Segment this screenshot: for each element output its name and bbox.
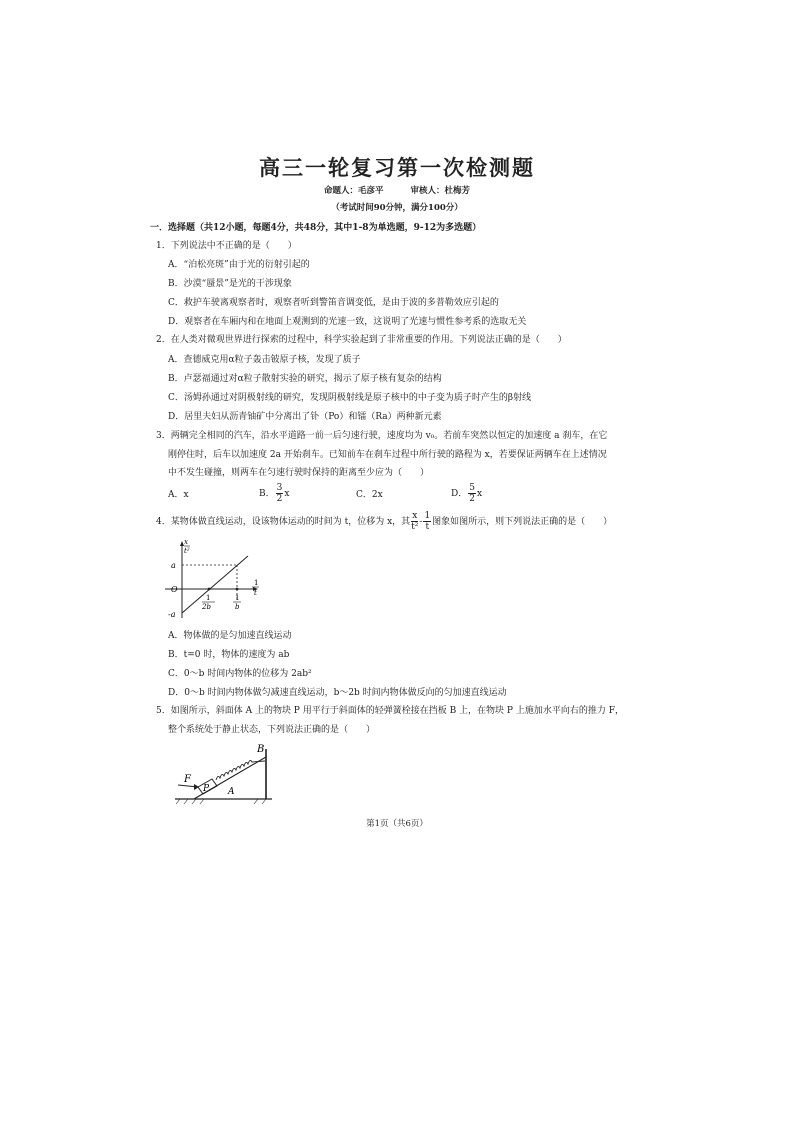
ground-hatch — [176, 799, 266, 804]
y-axis-num: x — [184, 538, 188, 546]
q2-stem: 2．在人类对微观世界进行探索的过程中，科学实验起到了非常重要的作用。下列说法正确的是（ ） — [156, 335, 567, 345]
q4-option-b: B．t=0 时，物体的速度为 ab — [168, 650, 290, 660]
q4-option-a: A．物体做的是匀加速直线运动 — [168, 631, 292, 641]
author-line — [0, 184, 794, 196]
spring — [216, 760, 265, 780]
setter: 命题人：毛彦平 — [324, 186, 384, 196]
fraction-x-over-t2: $\frac{x}{\text{t²}}$ — [411, 511, 419, 532]
tick2-den: b — [235, 603, 240, 611]
label-P: P — [203, 784, 210, 794]
q5-line-2: 整个系统处于静止状态，下列说法正确的是（ ） — [168, 725, 376, 735]
q1-option-c: C．救护车驶离观察者时，观察者听到警笛音调变低，是由于波的多普勒效应引起的 — [168, 298, 499, 308]
page-footer: 第1页（共6页） — [366, 819, 428, 829]
label-F: F — [184, 774, 191, 785]
q2-option-b: B．卢瑟福通过对α粒子散射实验的研究，揭示了原子核有复杂的结构 — [168, 374, 442, 384]
x-axis-den: t — [254, 589, 257, 597]
q4-graph — [160, 538, 270, 620]
fraction-1-over-t: $\frac{1}{t}$ — [424, 511, 431, 532]
q3-option-b: B． $\frac{3}{2}$ x — [259, 483, 290, 504]
q2-option-c: C．汤姆孙通过对阴极射线的研究，发现阴极射线是原子核中的中子变为质子时产生的β射线 — [168, 393, 532, 403]
x-axis-num: 1 — [254, 579, 259, 587]
q3-line-2: 刚停住时，后车以加速度 2a 开始刹车。已知前车在刹车过程中所行驶的路程为 x，若要保证两辆车在上述情况 — [168, 450, 607, 460]
q4-option-c: C．0～b 时间内物体的位移为 2ab² — [168, 669, 312, 679]
q1-option-a: A．“泊松亮斑”由于光的衍射引起的 — [168, 260, 310, 270]
q4-stem: 4．某物体做直线运动，设该物体运动的时间为 t，位移为 x，其 $\frac{x}{\text{t²}}$ - $\frac{1}{t}$ 图象如图所示，则下列说法正确的是（ ） — [156, 511, 613, 532]
x-intercept-point — [208, 588, 211, 591]
y-axis-den: t² — [184, 547, 190, 555]
tick1-den: 2b — [202, 603, 211, 611]
page-title: 高三一轮复习第一次检测题 — [259, 156, 535, 180]
q1-option-b: B．沙漠“蜃景”是光的干涉现象 — [168, 279, 292, 289]
q3-line-3: 中不发生碰撞，则两车在匀速行驶时保持的距离至少应为（ ） — [168, 468, 430, 478]
origin-label: O — [171, 585, 178, 594]
q3-b-prefix: B． — [259, 489, 275, 499]
fraction: $\frac{3}{2}$ — [276, 483, 283, 504]
q3-option-d: D． $\frac{5}{2}$ x — [451, 483, 483, 504]
q4-option-d: D．0～b 时间内物体做匀减速直线运动，b～2b 时间内物体做反向的匀加速直线运动 — [168, 688, 507, 698]
q2-option-a: A．查德威克用α粒子轰击铍原子核，发现了质子 — [168, 355, 361, 365]
section-heading: 一．选择题（共12小题，每题4分，共48分，其中1-8为单选题，9-12为多选题） — [150, 223, 482, 233]
q3-line-1: 3．两辆完全相同的汽车，沿水平道路一前一后匀速行驶，速度均为 v₀。若前车突然以恒定的加速度 a 刹车，在它 — [156, 431, 608, 441]
q5-figure — [172, 741, 277, 806]
q3-option-a: A．x — [168, 490, 189, 500]
tick2-num: 1 — [235, 594, 240, 602]
force-arrowhead — [194, 784, 199, 790]
a-label: a — [171, 561, 176, 570]
fraction: $\frac{5}{2}$ — [469, 483, 475, 504]
q5-line-1: 5．如图所示，斜面体 A 上的物块 P 用平行于斜面体的轻弹簧栓接在挡板 B 上，在物块 P 上施加水平向右的推力 F， — [156, 706, 624, 716]
reviewer: 审核人：杜梅芳 — [410, 186, 470, 196]
label-A: A — [228, 787, 235, 797]
label-B: B — [257, 744, 265, 755]
tick-point — [236, 588, 239, 591]
q2-option-d: D．居里夫妇从沥青铀矿中分离出了钋（Po）和镭（Ra）两种新元素 — [168, 412, 442, 422]
tick1-num: 1 — [206, 594, 211, 602]
q1-option-d: D．观察者在车厢内和在地面上观测到的光速一致，这说明了光速与惯性参考系的选取无关 — [168, 317, 527, 327]
neg-a-label: -a — [168, 610, 176, 619]
exam-info: （考试时间90分钟，满分100分） — [331, 203, 463, 213]
q3-option-c: C．2x — [356, 490, 383, 500]
q1-stem: 1．下列说法中不正确的是（ ） — [156, 241, 297, 251]
